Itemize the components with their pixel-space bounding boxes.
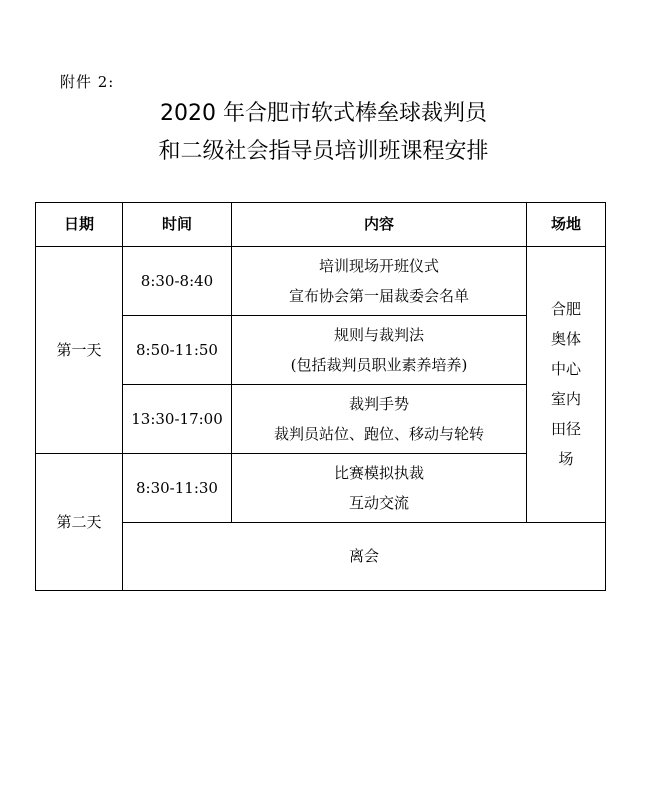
day-2-cell: 第二天 bbox=[36, 453, 123, 590]
venue-line: 中心 bbox=[550, 360, 581, 379]
table-row bbox=[36, 246, 606, 315]
venue-cell bbox=[527, 246, 606, 522]
time-cell: 13:30-17:00 bbox=[123, 384, 232, 453]
time-cell: 8:30-8:40 bbox=[123, 246, 232, 315]
content-line: 培训现场开班仪式 bbox=[318, 256, 439, 275]
header-date: 日期 bbox=[36, 203, 123, 247]
content-line: 裁判员站位、跑位、移动与轮转 bbox=[273, 424, 484, 443]
day-1-cell: 第一天 bbox=[36, 246, 123, 453]
header-time: 时间 bbox=[123, 203, 232, 247]
header-content: 内容 bbox=[232, 203, 527, 247]
header-venue: 场地 bbox=[527, 203, 606, 247]
time-cell: 8:50-11:50 bbox=[123, 315, 232, 384]
closing-cell: 离会 bbox=[123, 522, 606, 590]
content-line: 裁判手势 bbox=[348, 394, 409, 413]
content-cell bbox=[232, 384, 527, 453]
time-cell: 8:30-11:30 bbox=[123, 453, 232, 522]
table-header-row bbox=[36, 203, 606, 247]
table-row bbox=[36, 453, 606, 522]
content-line: 规则与裁判法 bbox=[333, 325, 424, 344]
content-line: 比赛模拟执裁 bbox=[333, 463, 424, 482]
schedule-table bbox=[35, 202, 606, 591]
content-line: 互动交流 bbox=[348, 493, 409, 512]
content-line: (包括裁判员职业素养培养) bbox=[290, 355, 468, 374]
document-title-line-2: 和二级社会指导员培训班课程安排 bbox=[158, 139, 489, 164]
content-cell bbox=[232, 315, 527, 384]
content-cell bbox=[232, 453, 527, 522]
venue-line: 合肥 bbox=[550, 300, 581, 319]
content-line: 宣布协会第一届裁委会名单 bbox=[288, 286, 469, 305]
venue-line: 田径 bbox=[550, 420, 581, 439]
venue-line: 场 bbox=[558, 450, 574, 469]
content-cell bbox=[232, 246, 527, 315]
document-title-line-1: 2020 年合肥市软式棒垒球裁判员 bbox=[160, 101, 487, 126]
venue-line: 奥体 bbox=[550, 330, 581, 349]
attachment-label: 附件 2: bbox=[60, 73, 115, 91]
venue-line: 室内 bbox=[550, 390, 581, 409]
